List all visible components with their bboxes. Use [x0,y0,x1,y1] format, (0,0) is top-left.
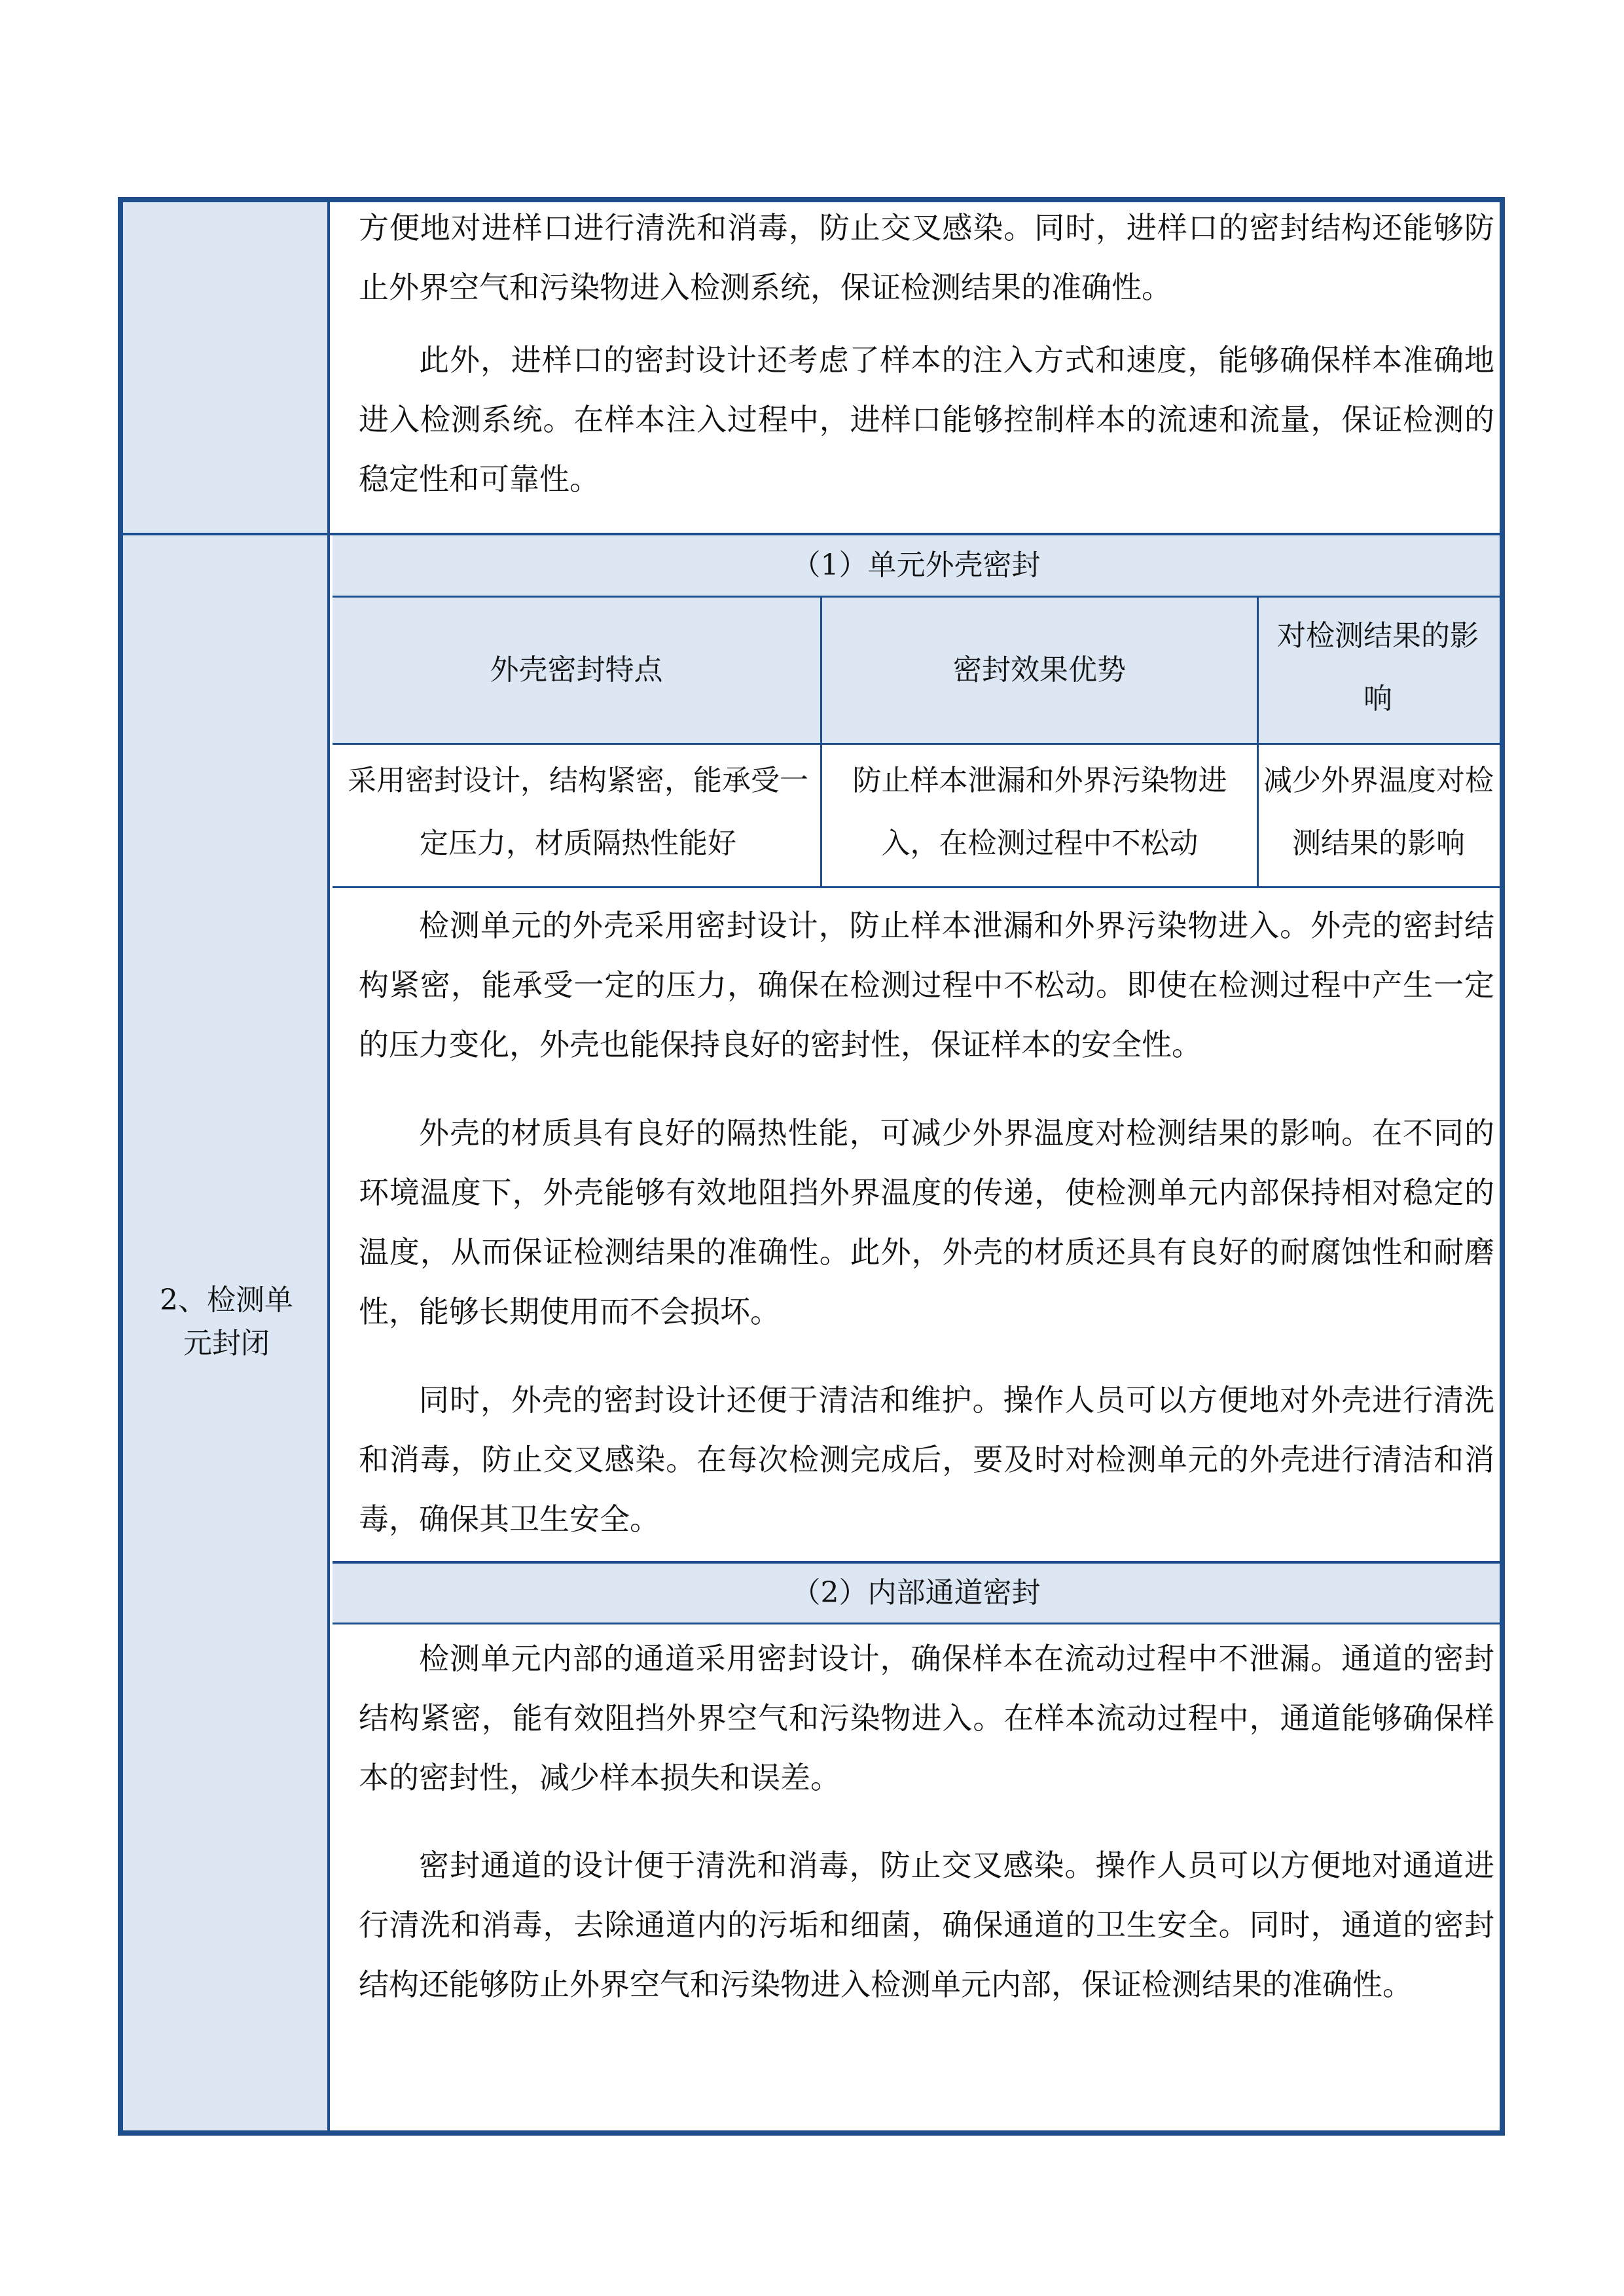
table-header-bottom-line [333,743,1500,745]
table-col-divider-2 [1257,598,1259,886]
left-label-column [123,202,330,2130]
section-2-label: 2、检测单元封闭 [160,1283,293,1360]
document-table [118,197,1505,2136]
top-paragraph-1: 方便地对进样口进行清洗和消毒，防止交叉感染。同时，进样口的密封结构还能够防止外界空气和污染物进入检测系统，保证检测结果的准确性。 [359,210,1494,305]
table-header-cell: 密封效果优势 [953,653,1126,687]
table-header-cell: 对检测结果的影响 [1277,619,1479,715]
table-cell: 采用密封设计，结构紧密，能承受一定压力，材质隔热性能好 [348,764,808,860]
table-cell: 减少外界温度对检测结果的影响 [1263,764,1494,860]
sub2-title: （2）内部通道密封 [791,1576,1041,1609]
sub2-title-bottom-line [333,1623,1500,1624]
sub1-title: （1）单元外壳密封 [791,548,1041,582]
sub1-paragraph-1: 检测单元的外壳采用密封设计，防止样本泄漏和外界污染物进入。外壳的密封结构紧密，能承受一定的压力，确保在检测过程中不松动。即使在检测过程中产生一定的压力变化，外壳也能保持良好的密封性，保证样本的安全性。 [359,908,1494,1062]
table-cell: 防止样本泄漏和外界污染物进入，在检测过程中不松动 [852,764,1227,860]
table-row-bottom-line [333,886,1500,888]
sub2-paragraph-2: 密封通道的设计便于清洗和消毒，防止交叉感染。操作人员可以方便地对通道进行清洗和消毒，去除通道内的污垢和细菌，确保通道的卫生安全。同时，通道的密封结构还能够防止外界空气和污染物进入检测单元内部，保证检测结果的准确性。 [359,1848,1494,2002]
sub2-paragraph-1: 检测单元内部的通道采用密封设计，确保样本在流动过程中不泄漏。通道的密封结构紧密，能有效阻挡外界空气和污染物进入。在样本流动过程中，通道能够确保样本的密封性，减少样本损失和误差。 [359,1641,1494,1795]
table-header-cell: 外壳密封特点 [490,653,663,687]
sub1-paragraph-3: 同时，外壳的密封设计还便于清洁和维护。操作人员可以方便地对外壳进行清洗和消毒，防止交叉感染。在每次检测完成后，要及时对检测单元的外壳进行清洁和消毒，确保其卫生安全。 [359,1382,1494,1537]
sub1-paragraph-2: 外壳的材质具有良好的隔热性能，可减少外界温度对检测结果的影响。在不同的环境温度下，外壳能够有效地阻挡外界温度的传递，使检测单元内部保持相对稳定的温度，从而保证检测结果的准确性。此外，外壳的材质还具有良好的耐腐蚀性和耐磨性，能够长期使用而不会损坏。 [359,1115,1494,1329]
top-paragraph-2: 此外，进样口的密封设计还考虑了样本的注入方式和速度，能够确保样本准确地进入检测系统。在样本注入过程中，进样口能够控制样本的流速和流量，保证检测的稳定性和可靠性。 [359,342,1494,497]
